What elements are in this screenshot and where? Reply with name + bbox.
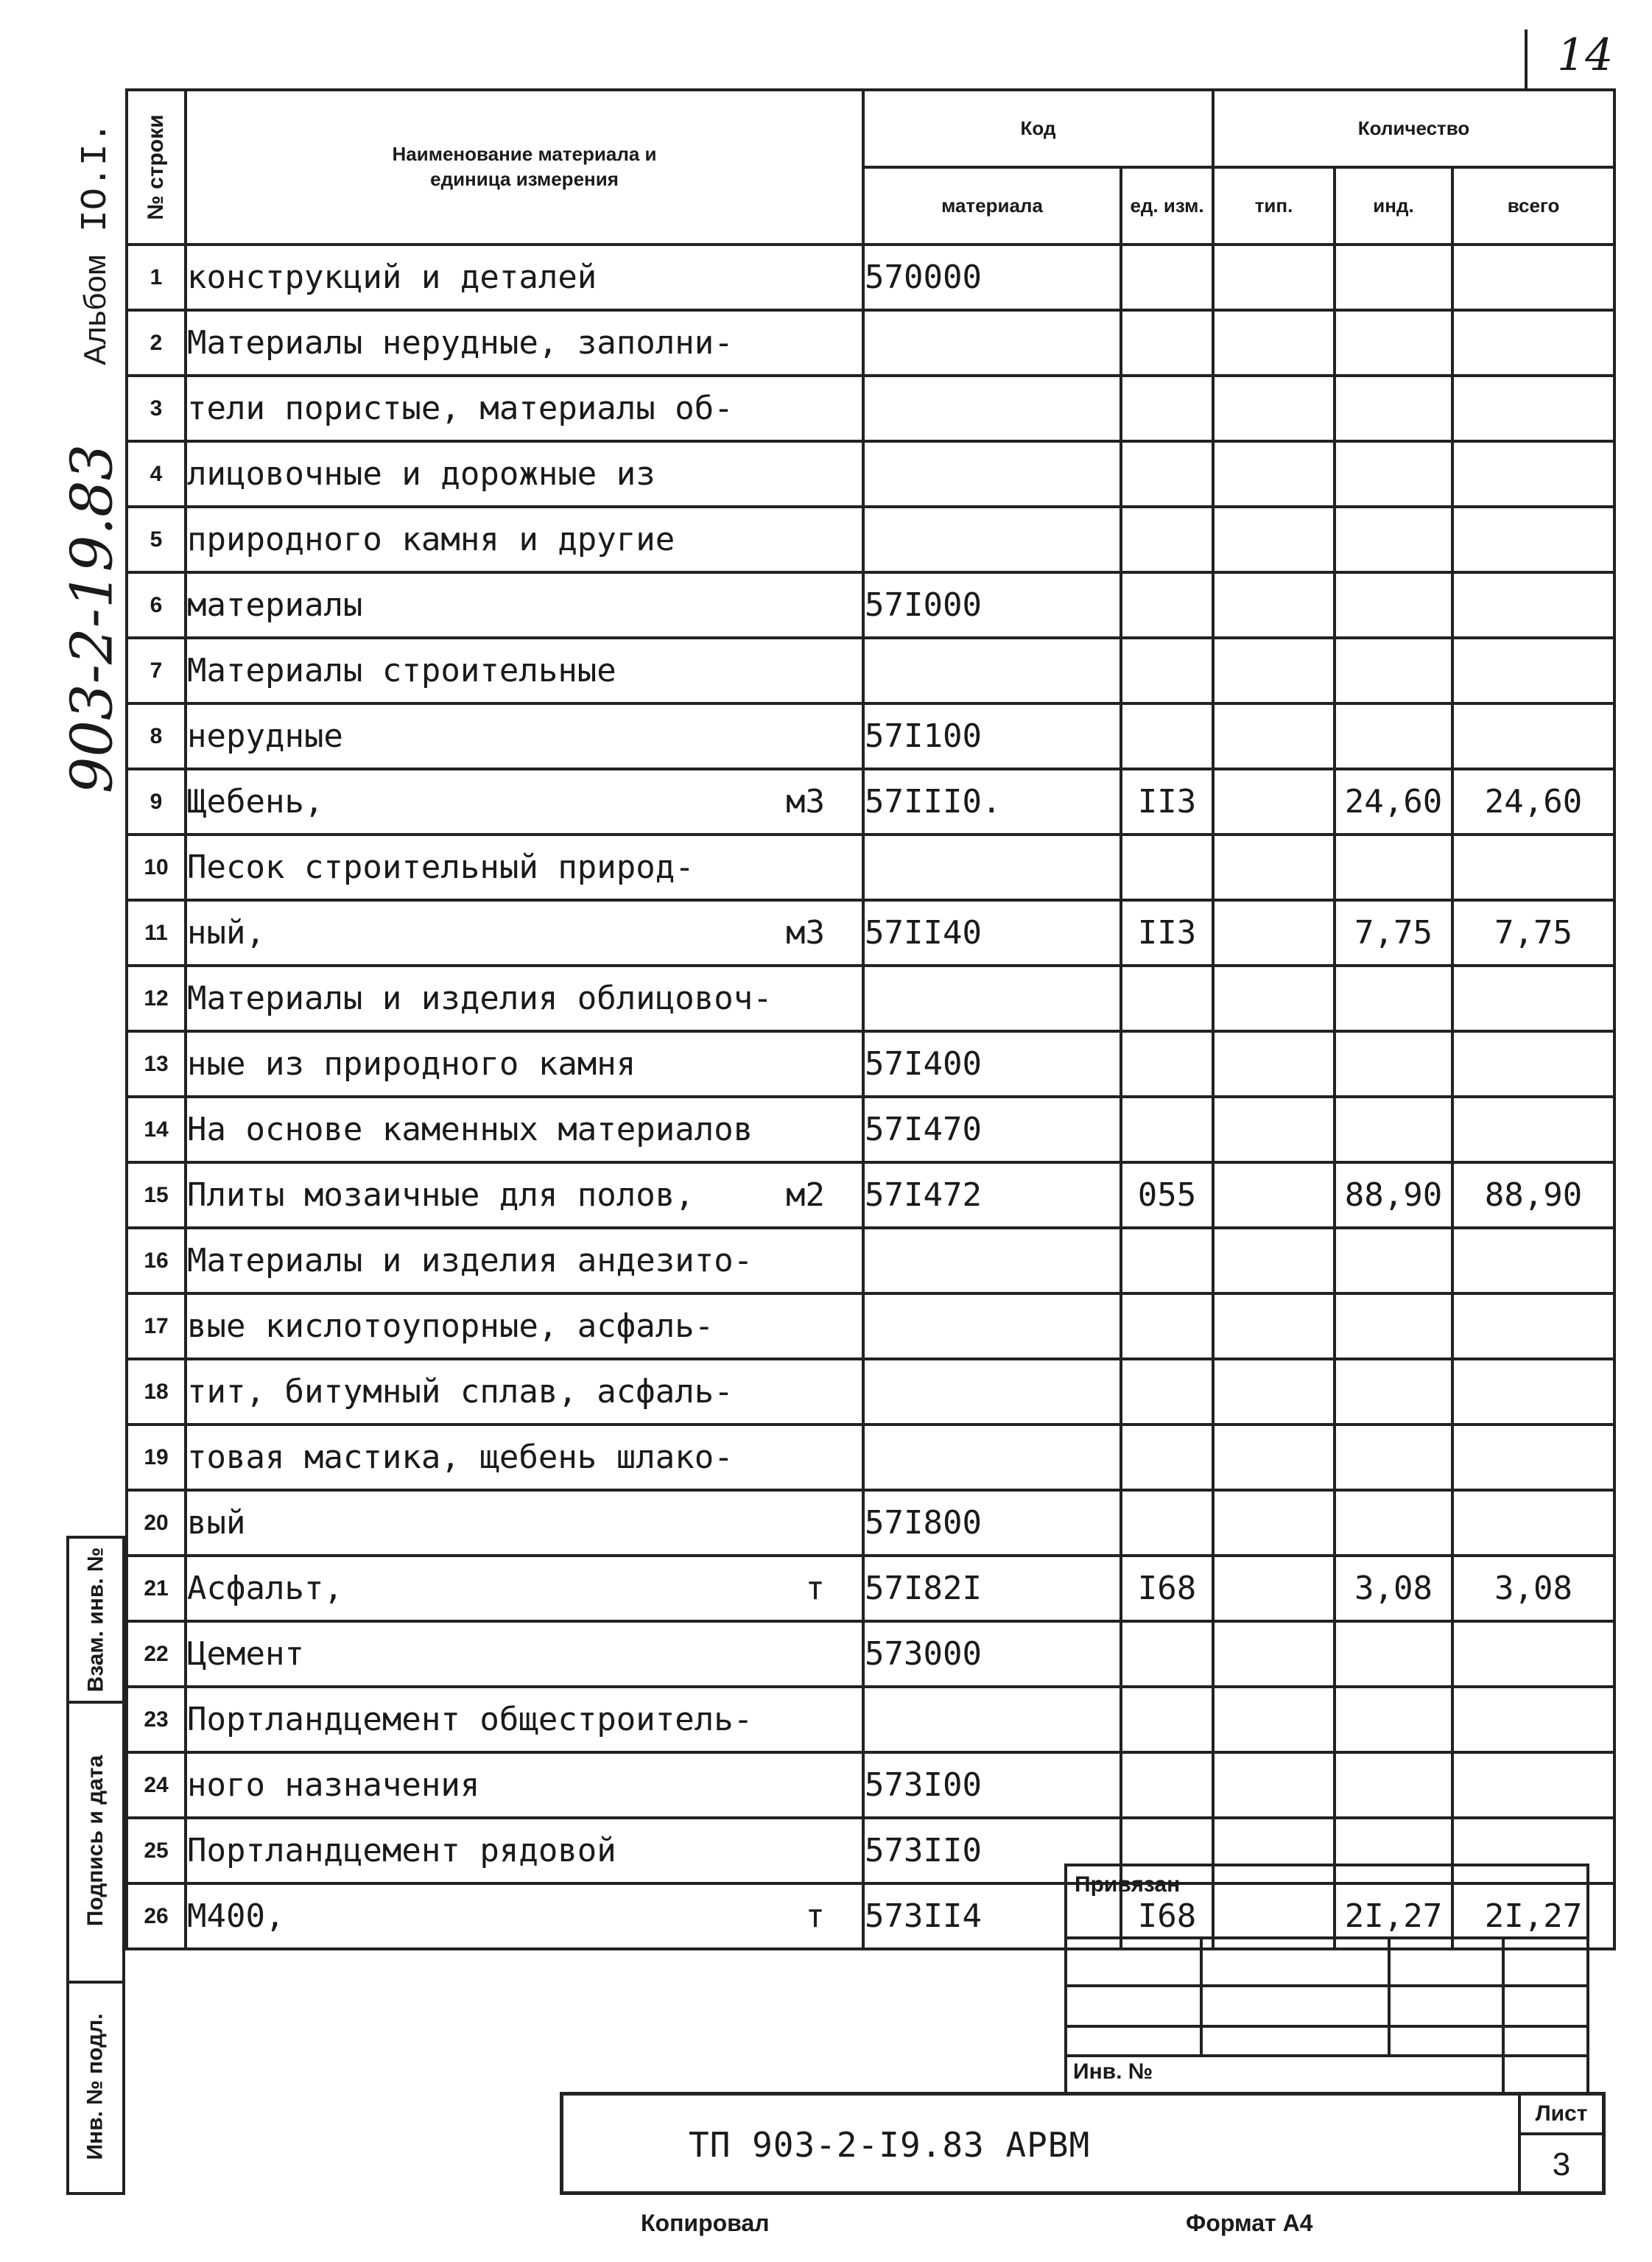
row-number: 20: [127, 1490, 186, 1556]
qty-total-header: всего: [1452, 167, 1614, 245]
code-material-header: материала: [863, 167, 1121, 245]
materials-table: [125, 88, 1616, 1950]
qty-ind: [1335, 1687, 1452, 1752]
qty-total: [1452, 1425, 1614, 1490]
unit-code: [1121, 638, 1213, 703]
handwritten-project-number: 903-2-19.83: [59, 443, 126, 794]
material-name: Материалы и изделия андезито-: [186, 1228, 863, 1293]
row-number: 11: [127, 900, 186, 966]
row-number: 19: [127, 1425, 186, 1490]
qty-tip: [1213, 245, 1335, 310]
qty-tip: [1213, 310, 1335, 376]
unit-code: [1121, 1293, 1213, 1359]
material-code: 573II4: [863, 1883, 1121, 1949]
qty-total: 2I,27: [1452, 1883, 1614, 1949]
row-number: 17: [127, 1293, 186, 1359]
material-name: Щебень, м3: [186, 769, 863, 835]
unit-code: [1121, 1097, 1213, 1162]
material-code: [863, 1293, 1121, 1359]
qty-ind: 3,08: [1335, 1556, 1452, 1621]
table-row: [127, 1162, 1614, 1228]
vzam-inv-cell: Взам. инв. №: [69, 1539, 122, 1704]
qty-total: [1452, 376, 1614, 441]
qty-ind: 88,90: [1335, 1162, 1452, 1228]
qty-total: [1452, 1031, 1614, 1097]
qty-total: 3,08: [1452, 1556, 1614, 1621]
material-code: [863, 966, 1121, 1031]
table-row: [127, 1490, 1614, 1556]
material-code: [863, 376, 1121, 441]
row-number: 18: [127, 1359, 186, 1425]
row-number: 6: [127, 572, 186, 638]
qty-tip: [1213, 1556, 1335, 1621]
qty-tip: [1213, 638, 1335, 703]
unit-of-measure: м3: [786, 783, 825, 821]
signature-date-cell: Подпись и дата: [69, 1701, 122, 1984]
material-code: 573000: [863, 1621, 1121, 1687]
qty-ind: [1335, 1425, 1452, 1490]
qty-total: [1452, 245, 1614, 310]
material-name: тит, битумный сплав, асфаль-: [186, 1359, 863, 1425]
qty-tip: [1213, 900, 1335, 966]
unit-code: II3: [1121, 900, 1213, 966]
qty-tip: [1213, 1621, 1335, 1687]
qty-tip: [1213, 376, 1335, 441]
material-code: [863, 1228, 1121, 1293]
material-name: ный, м3: [186, 900, 863, 966]
table-row: [127, 1293, 1614, 1359]
qty-total: [1452, 835, 1614, 900]
qty-ind: [1335, 507, 1452, 572]
material-name: природного камня и другие: [186, 507, 863, 572]
material-code: [863, 1359, 1121, 1425]
code-unit-header: ед. изм.: [1121, 167, 1213, 245]
unit-of-measure: м2: [786, 1176, 825, 1214]
unit-code: [1121, 1621, 1213, 1687]
material-name: Цемент: [186, 1621, 863, 1687]
qty-ind: [1335, 1621, 1452, 1687]
unit-code: I68: [1121, 1883, 1213, 1949]
material-code: 573I00: [863, 1752, 1121, 1818]
qty-tip: [1213, 1425, 1335, 1490]
unit-code: [1121, 1687, 1213, 1752]
row-number: 22: [127, 1621, 186, 1687]
qty-ind: [1335, 1293, 1452, 1359]
qty-total: [1452, 1228, 1614, 1293]
row-number: 12: [127, 966, 186, 1031]
material-name: М400, т: [186, 1883, 863, 1949]
row-number: 8: [127, 703, 186, 769]
qty-tip: [1213, 1162, 1335, 1228]
material-code: 57I472: [863, 1162, 1121, 1228]
qty-ind: [1335, 638, 1452, 703]
table-row: [127, 769, 1614, 835]
binding-block: [1064, 1864, 1589, 2095]
qty-total: [1452, 1359, 1614, 1425]
material-code: [863, 638, 1121, 703]
row-number: 15: [127, 1162, 186, 1228]
material-code: [863, 310, 1121, 376]
row-number-header: № строки: [127, 90, 186, 245]
unit-code: [1121, 441, 1213, 507]
material-code: [863, 507, 1121, 572]
material-name: вые кислотоупорные, асфаль-: [186, 1293, 863, 1359]
table-row: [127, 900, 1614, 966]
row-number: 2: [127, 310, 186, 376]
qty-total: [1452, 1621, 1614, 1687]
unit-code: [1121, 507, 1213, 572]
material-name: Плиты мозаичные для полов, м2: [186, 1162, 863, 1228]
table-row: [127, 1752, 1614, 1818]
qty-tip: [1213, 1293, 1335, 1359]
unit-code: [1121, 1490, 1213, 1556]
material-code: 57I470: [863, 1097, 1121, 1162]
row-number: 10: [127, 835, 186, 900]
row-number: 24: [127, 1752, 186, 1818]
table-row: [127, 1556, 1614, 1621]
material-name: товая мастика, щебень шлако-: [186, 1425, 863, 1490]
unit-of-measure: м3: [786, 914, 825, 952]
unit-code: [1121, 310, 1213, 376]
material-name: вый: [186, 1490, 863, 1556]
row-number: 13: [127, 1031, 186, 1097]
material-name: Портландцемент рядовой: [186, 1818, 863, 1883]
qty-tip: [1213, 1097, 1335, 1162]
unit-code: [1121, 1359, 1213, 1425]
unit-of-measure: т: [805, 1570, 825, 1607]
qty-ind: [1335, 966, 1452, 1031]
stamp-strip: [66, 1536, 125, 2195]
material-name: На основе каменных материалов: [186, 1097, 863, 1162]
qty-tip: [1213, 835, 1335, 900]
material-code: 57I100: [863, 703, 1121, 769]
qty-tip: [1213, 1687, 1335, 1752]
qty-tip: [1213, 769, 1335, 835]
qty-ind: 7,75: [1335, 900, 1452, 966]
qty-total: [1452, 441, 1614, 507]
qty-total: [1452, 310, 1614, 376]
sheet-number: 14: [1525, 29, 1613, 88]
sheet-value: 3: [1518, 2135, 1602, 2194]
row-number: 3: [127, 376, 186, 441]
qty-ind: [1335, 572, 1452, 638]
qty-tip: [1213, 1490, 1335, 1556]
qty-ind: [1335, 441, 1452, 507]
row-number: 16: [127, 1228, 186, 1293]
document-code: ТП 903-2-I9.83 АРВМ: [689, 2125, 1091, 2165]
copied-label: Копировал: [641, 2210, 770, 2236]
row-number: 25: [127, 1818, 186, 1883]
qty-tip: [1213, 703, 1335, 769]
material-code: 57I000: [863, 572, 1121, 638]
unit-code: II3: [1121, 769, 1213, 835]
album-label: АльбомIO.I.: [74, 121, 117, 365]
qty-total: [1452, 966, 1614, 1031]
qty-tip: [1213, 1031, 1335, 1097]
table-row: [127, 572, 1614, 638]
qty-total: [1452, 638, 1614, 703]
table-row: [127, 835, 1614, 900]
unit-code: [1121, 376, 1213, 441]
table-row: [127, 1031, 1614, 1097]
qty-tip: [1213, 1752, 1335, 1818]
format-label: Формат А4: [1186, 2210, 1313, 2236]
material-name: Песок строительный природ-: [186, 835, 863, 900]
table-row: [127, 376, 1614, 441]
unit-code: 055: [1121, 1162, 1213, 1228]
inv-no-label: Инв. №: [1073, 2059, 1153, 2084]
material-name: тели пористые, материалы об-: [186, 376, 863, 441]
unit-code: I68: [1121, 1556, 1213, 1621]
title-block: [560, 2092, 1606, 2195]
unit-code: [1121, 1752, 1213, 1818]
qty-total: [1452, 572, 1614, 638]
qty-tip: [1213, 966, 1335, 1031]
material-code: 570000: [863, 245, 1121, 310]
table-row: [127, 1621, 1614, 1687]
row-number: 9: [127, 769, 186, 835]
qty-ind: [1335, 1490, 1452, 1556]
table-row: [127, 1097, 1614, 1162]
table-row: [127, 1359, 1614, 1425]
table-row: [127, 1228, 1614, 1293]
row-number: 5: [127, 507, 186, 572]
qty-tip-header: тип.: [1213, 167, 1335, 245]
quantity-header: Количество: [1213, 90, 1614, 167]
name-header: Наименование материала и единица измерения: [186, 90, 863, 245]
qty-ind: [1335, 1031, 1452, 1097]
material-code: 57I400: [863, 1031, 1121, 1097]
qty-total: 24,60: [1452, 769, 1614, 835]
qty-ind: [1335, 1097, 1452, 1162]
material-name: нерудные: [186, 703, 863, 769]
table-row: [127, 245, 1614, 310]
qty-total: [1452, 1490, 1614, 1556]
inv-podl-cell: Инв. № подл.: [83, 2012, 108, 2160]
qty-ind: 2I,27: [1335, 1883, 1452, 1949]
table-row: [127, 507, 1614, 572]
qty-tip: [1213, 572, 1335, 638]
material-code: [863, 1687, 1121, 1752]
material-code: [863, 1425, 1121, 1490]
table-row: [127, 703, 1614, 769]
material-name: лицовочные и дорожные из: [186, 441, 863, 507]
unit-code: [1121, 835, 1213, 900]
qty-ind: [1335, 376, 1452, 441]
unit-code: [1121, 1228, 1213, 1293]
material-name: ные из природного камня: [186, 1031, 863, 1097]
table-row: [127, 638, 1614, 703]
row-number: 21: [127, 1556, 186, 1621]
unit-code: [1121, 703, 1213, 769]
qty-tip: [1213, 507, 1335, 572]
qty-ind: [1335, 310, 1452, 376]
material-code: 573II0: [863, 1818, 1121, 1883]
qty-ind: [1335, 245, 1452, 310]
unit-code: [1121, 1425, 1213, 1490]
material-code: 57I82I: [863, 1556, 1121, 1621]
qty-ind-header: инд.: [1335, 167, 1452, 245]
qty-tip: [1213, 441, 1335, 507]
row-number: 7: [127, 638, 186, 703]
qty-ind: [1335, 1228, 1452, 1293]
material-code: 57II40: [863, 900, 1121, 966]
qty-ind: [1335, 1752, 1452, 1818]
table-row: [127, 966, 1614, 1031]
qty-total: [1452, 703, 1614, 769]
qty-ind: 24,60: [1335, 769, 1452, 835]
row-number: 1: [127, 245, 186, 310]
row-number: 23: [127, 1687, 186, 1752]
qty-ind: [1335, 1359, 1452, 1425]
unit-of-measure: т: [805, 1897, 825, 1935]
unit-code: [1121, 572, 1213, 638]
qty-tip: [1213, 1359, 1335, 1425]
qty-total: [1452, 507, 1614, 572]
material-name: Портландцемент общестроитель-: [186, 1687, 863, 1752]
code-header: Код: [863, 90, 1213, 167]
material-name: Материалы нерудные, заполни-: [186, 310, 863, 376]
bottom-area: [125, 1864, 1613, 2195]
material-name: ного назначения: [186, 1752, 863, 1818]
unit-code: [1121, 1031, 1213, 1097]
qty-total: [1452, 1293, 1614, 1359]
material-name: Асфальт, т: [186, 1556, 863, 1621]
material-code: 57III0.: [863, 769, 1121, 835]
table-row: [127, 441, 1614, 507]
table-row: [127, 1687, 1614, 1752]
unit-code: [1121, 245, 1213, 310]
qty-tip: [1213, 1228, 1335, 1293]
qty-ind: [1335, 835, 1452, 900]
material-name: конструкций и деталей: [186, 245, 863, 310]
privyazan-label: Привязан: [1075, 1872, 1181, 1897]
qty-total: 88,90: [1452, 1162, 1614, 1228]
material-name: материалы: [186, 572, 863, 638]
row-number: 4: [127, 441, 186, 507]
qty-ind: [1335, 703, 1452, 769]
sheet-label: Лист: [1518, 2096, 1602, 2135]
material-code: 57I800: [863, 1490, 1121, 1556]
material-code: [863, 835, 1121, 900]
unit-code: [1121, 966, 1213, 1031]
qty-total: [1452, 1097, 1614, 1162]
row-number: 14: [127, 1097, 186, 1162]
material-code: [863, 441, 1121, 507]
table-row: [127, 1425, 1614, 1490]
qty-total: [1452, 1752, 1614, 1818]
qty-total: [1452, 1687, 1614, 1752]
row-number: 26: [127, 1883, 186, 1949]
material-name: Материалы и изделия облицовоч-: [186, 966, 863, 1031]
qty-total: 7,75: [1452, 900, 1614, 966]
material-name: Материалы строительные: [186, 638, 863, 703]
table-row: [127, 310, 1614, 376]
